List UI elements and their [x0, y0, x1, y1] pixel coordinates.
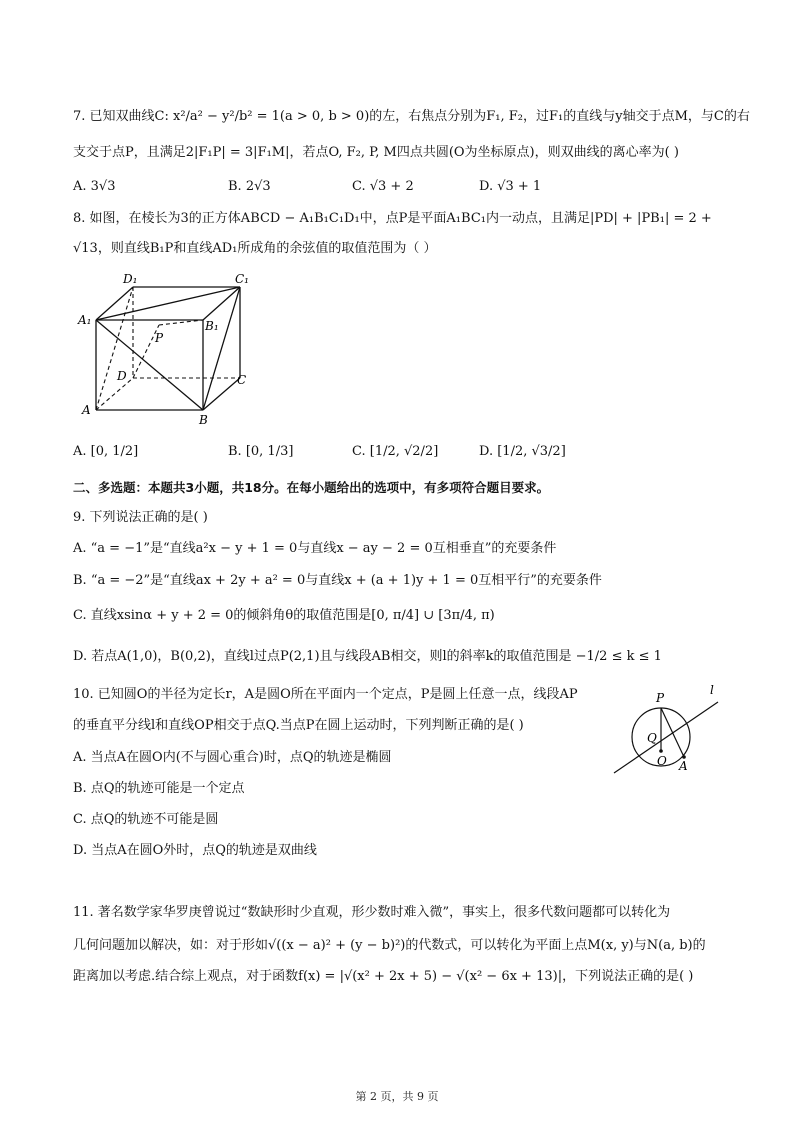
- label-q: Q: [647, 731, 657, 745]
- label-a1: A₁: [78, 313, 92, 327]
- q9-stem: 9. 下列说法正确的是( ): [73, 510, 208, 525]
- label-b: B: [199, 413, 208, 427]
- q11-line-2: 几何问题加以解决，如：对于形如√((x − a)² + (y − b)²)的代数式，可以转化为平面上点M(x, y)与N(a, b)的: [73, 938, 706, 953]
- section-2-heading: 二、多选题：本题共3小题，共18分。在每小题给出的选项中，有多项符合题目要求。: [73, 480, 550, 495]
- q9-option-b: B. “a = −2”是“直线ax + 2y + a² = 0与直线x + (a + 1)y + 1 = 0互相平行”的充要条件: [73, 573, 602, 588]
- q7-option-d: D. √3 + 1: [479, 179, 542, 194]
- q8-line-2: √13，则直线B₁P和直线AD₁所成角的余弦值的取值范围为（ ）: [73, 241, 437, 256]
- q10-option-c: C. 点Q的轨迹不可能是圆: [73, 812, 219, 827]
- q8-line-1: 8. 如图，在棱长为3的正方体ABCD − A₁B₁C₁D₁中，点P是平面A₁BC₁内一动点，且满足|PD| + |PB₁| = 2 +: [73, 211, 712, 226]
- label-circle-p: P: [656, 691, 665, 705]
- q9-option-c: C. 直线xsinα + y + 2 = 0的倾斜角θ的取值范围是[0, π/4] ∪ [3π/4, π): [73, 608, 495, 623]
- q7-option-b: B. 2√3: [228, 179, 271, 194]
- q8-option-a: A. [0, 1/2]: [73, 444, 139, 459]
- q11-line-3: 距离加以考虑.结合综上观点，对于函数f(x) = |√(x² + 2x + 5) − √(x² − 6x + 13)|，下列说法正确的是( ): [73, 969, 694, 984]
- label-b1: B₁: [205, 319, 219, 333]
- q9-option-a: A. “a = −1”是“直线a²x − y + 1 = 0与直线x − ay − 2 = 0互相垂直”的充要条件: [73, 541, 557, 556]
- label-line-l: l: [710, 683, 714, 697]
- q10-line-2: 的垂直平分线l和直线OP相交于点Q.当点P在圆上运动时，下列判断正确的是( ): [73, 718, 524, 733]
- q10-option-b: B. 点Q的轨迹可能是一个定点: [73, 781, 245, 796]
- label-d1: D₁: [123, 272, 138, 286]
- label-p: P: [155, 331, 164, 345]
- q10-line-1: 10. 已知圆O的半径为定长r，A是圆O所在平面内一个定点，P是圆上任意一点，线段AP: [73, 687, 578, 702]
- q8-option-c: C. [1/2, √2/2]: [352, 444, 439, 459]
- label-c1: C₁: [235, 272, 249, 286]
- q10-option-a: A. 当点A在圆O内(不与圆心重合)时，点Q的轨迹是椭圆: [73, 750, 392, 765]
- label-circle-a: A: [679, 759, 688, 773]
- q8-option-d: D. [1/2, √3/2]: [479, 444, 566, 459]
- page-footer: 第 2 页，共 9 页: [355, 1090, 439, 1103]
- cube-figure: [75, 268, 265, 430]
- q7-line-2: 支交于点P，且满足2|F₁P| = 3|F₁M|，若点O, F₂, P, M四点共圆(O为坐标原点)，则双曲线的离心率为( ): [73, 145, 679, 160]
- label-a: A: [82, 403, 91, 417]
- q9-option-d: D. 若点A(1,0)，B(0,2)，直线l过点P(2,1)且与线段AB相交，则l的斜率k的取值范围是 −1/2 ≤ k ≤ 1: [73, 649, 662, 664]
- q8-option-b: B. [0, 1/3]: [228, 444, 294, 459]
- label-d: D: [117, 369, 127, 383]
- q7-option-c: C. √3 + 2: [352, 179, 414, 194]
- label-o: O: [657, 754, 667, 768]
- q7-line-1: 7. 已知双曲线C: x²/a² − y²/b² = 1(a > 0, b > 0)的左，右焦点分别为F₁, F₂，过F₁的直线与y轴交于点M，与C的右: [73, 109, 750, 124]
- circle-figure: [606, 680, 736, 780]
- q7-option-a: A. 3√3: [73, 179, 116, 194]
- q11-line-1: 11. 著名数学家华罗庚曾说过“数缺形时少直观，形少数时难入微”，事实上，很多代数问题都可以转化为: [73, 905, 671, 920]
- q10-option-d: D. 当点A在圆O外时，点Q的轨迹是双曲线: [73, 843, 317, 858]
- label-c: C: [237, 373, 247, 387]
